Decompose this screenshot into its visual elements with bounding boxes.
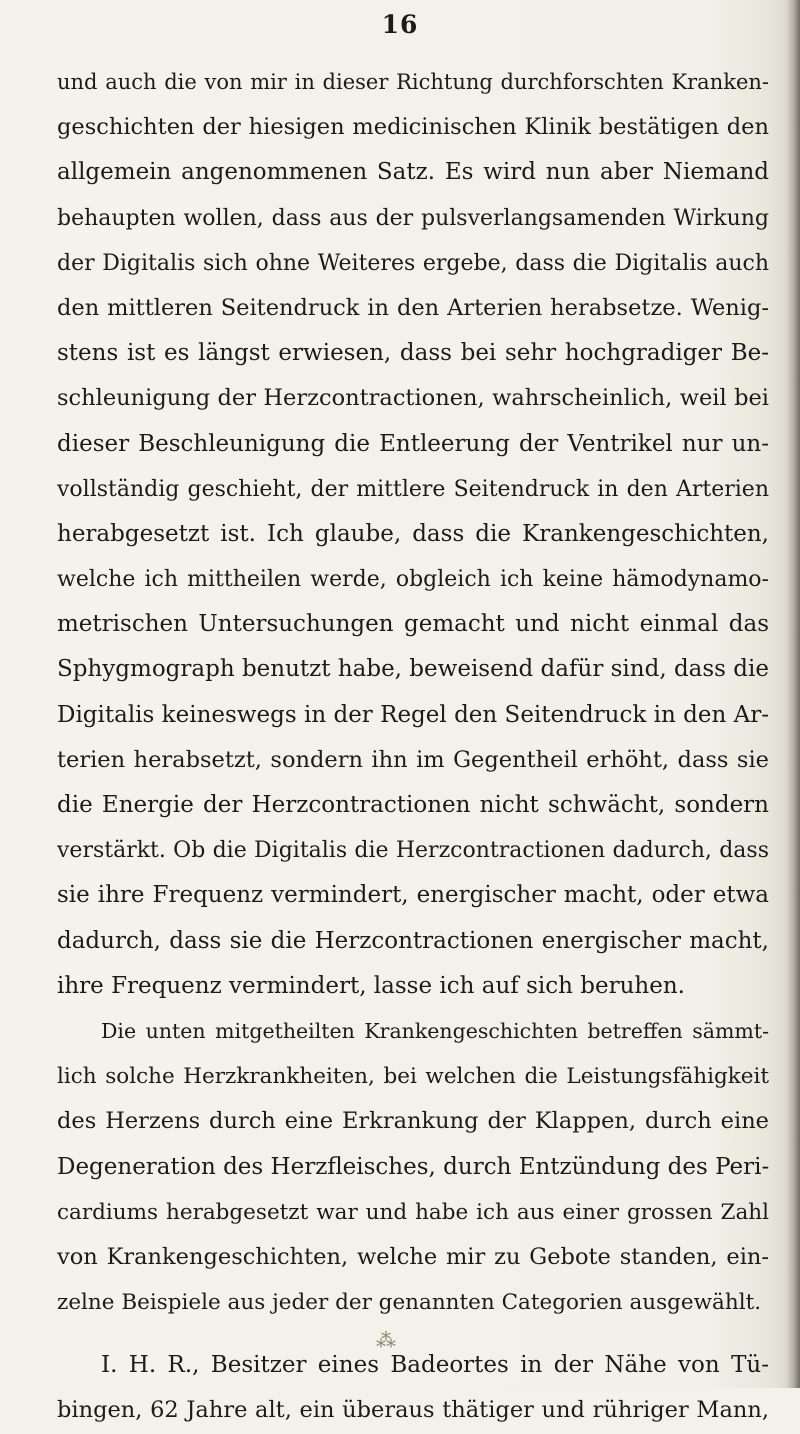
page-number: 16 (381, 10, 419, 39)
text-line: geschichten der hiesigen medicinischen Klinik bestätigen den (57, 114, 769, 141)
text-line: von Krankengeschichten, welche mir zu Gebote standen, ein- (57, 1243, 769, 1270)
text-line: die Energie der Herzcontractionen nicht schwächt, sondern (57, 792, 769, 818)
text-line: herabgesetzt ist. Ich glaube, dass die Krankengeschichten, (57, 520, 769, 547)
text-line: metrischen Untersuchungen gemacht und nicht einmal das (57, 611, 769, 638)
text-line: und auch die von mir in dieser Richtung durchforschten Kranken- (57, 70, 769, 94)
text-line: stens ist es längst erwiesen, dass bei sehr hochgradiger Be- (57, 340, 769, 367)
text-line: sie ihre Frequenz vermindert, energischer macht, oder etwa (57, 882, 769, 909)
text-line: I. H. R., Besitzer eines Badeortes in der Nähe von Tü- (101, 1352, 769, 1379)
text-line: des Herzens durch eine Erkrankung der Klappen, durch eine (57, 1108, 769, 1135)
paragraph (57, 60, 769, 1009)
text-line: verstärkt. Ob die Digitalis die Herzcontractionen dadurch, dass (57, 838, 769, 864)
page-edge-shadow (786, 0, 800, 1388)
paragraph (57, 1009, 769, 1325)
text-line: den mittleren Seitendruck in den Arterien herabsetze. Wenig- (57, 294, 769, 321)
paragraph (57, 1343, 769, 1433)
text-line: cardiums herabgesetzt war und habe ich aus einer grossen Zahl (57, 1199, 769, 1225)
text-line: behaupten wollen, dass aus der pulsverlangsamenden Wirkung (57, 205, 769, 231)
text-line: dadurch, dass sie die Herzcontractionen energischer macht, (57, 927, 769, 954)
text-line: der Digitalis sich ohne Weiteres ergebe, dass die Digitalis auch (57, 250, 769, 276)
text-line: Sphygmograph benutzt habe, beweisend dafür sind, dass die (57, 656, 769, 683)
text-line: dieser Beschleunigung die Entleerung der Ventrikel nur un- (57, 430, 769, 457)
text-line: Digitalis keineswegs in der Regel den Seitendruck in den Ar- (57, 701, 769, 728)
text-line: allgemein angenommenen Satz. Es wird nun aber Niemand (57, 159, 769, 186)
ornament-icon: ⁂ (376, 1328, 396, 1352)
text-line: ihre Frequenz vermindert, lasse ich auf sich beruhen. (57, 972, 685, 999)
text-line: Degeneration des Herzfleisches, durch Entzündung des Peri- (57, 1153, 769, 1180)
text-line: schleunigung der Herzcontractionen, wahrscheinlich, weil bei (57, 385, 769, 412)
text-line: zelne Beispiele aus jeder der genannten Categorien ausgewählt. (57, 1290, 762, 1316)
text-line: Die unten mitgetheilten Krankengeschichten betreffen sämmt- (101, 1018, 769, 1043)
body-text (57, 60, 769, 1434)
text-line: welche ich mittheilen werde, obgleich ich keine hämodynamo- (57, 567, 769, 593)
section-gap (57, 1325, 769, 1343)
text-line: lich solche Herzkrankheiten, bei welchen die Leistungsfähigkeit (57, 1064, 769, 1090)
text-line: vollständig geschieht, der mittlere Seitendruck in den Arterien (57, 476, 769, 502)
text-line: bingen, 62 Jahre alt, ein überaus thätiger und rühriger Mann, (57, 1397, 769, 1424)
text-line: terien herabsetzt, sondern ihn im Gegentheil erhöht, dass sie (57, 746, 769, 773)
